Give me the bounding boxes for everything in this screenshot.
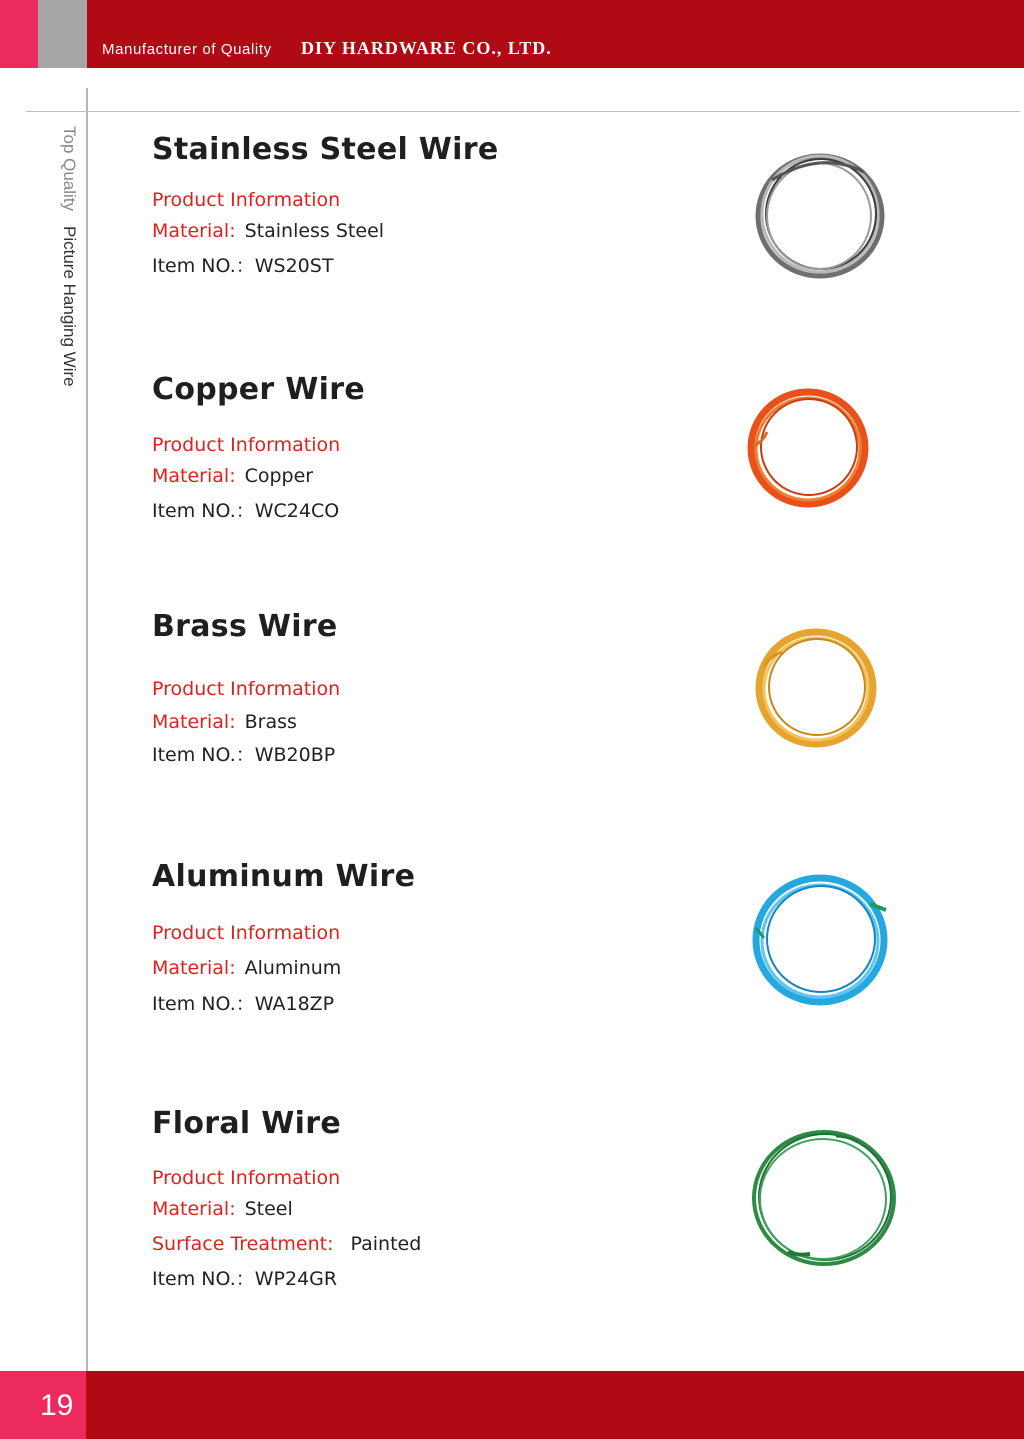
header-bar bbox=[0, 0, 1024, 68]
page-number: 19 bbox=[40, 1389, 74, 1422]
item-number-label: Item NO.： bbox=[152, 993, 255, 1015]
material-row bbox=[152, 1197, 293, 1221]
item-number-label: Item NO.： bbox=[152, 500, 255, 522]
item-number-row bbox=[152, 1267, 337, 1291]
surface-treatment-label: Surface Treatment: bbox=[152, 1233, 334, 1255]
item-number-label: Item NO.： bbox=[152, 255, 255, 277]
vertical-divider bbox=[86, 88, 88, 1371]
item-number-value: WC24CO bbox=[254, 500, 340, 522]
item-number-row bbox=[152, 992, 334, 1016]
product-stainless-steel-wire bbox=[152, 132, 712, 277]
surface-treatment-value: Painted bbox=[350, 1233, 422, 1255]
product-info-label: Product Information bbox=[152, 189, 341, 211]
horizontal-divider bbox=[26, 111, 1020, 112]
material-row bbox=[152, 219, 384, 243]
product-floral-wire bbox=[152, 1106, 712, 1290]
footer-bar bbox=[0, 1371, 1024, 1439]
material-label: Material: bbox=[152, 465, 236, 487]
product-title: Aluminum Wire bbox=[152, 859, 416, 894]
item-number-label: Item NO.： bbox=[152, 744, 255, 766]
copper-wire-coil-icon bbox=[745, 386, 871, 510]
material-row bbox=[152, 464, 313, 488]
product-title: Stainless Steel Wire bbox=[152, 132, 499, 167]
brass-wire-coil-icon bbox=[752, 626, 880, 750]
silver-wire-coil-icon bbox=[752, 146, 888, 282]
product-info-label: Product Information bbox=[152, 922, 341, 944]
material-label: Material: bbox=[152, 957, 236, 979]
side-caption-line1: Top Quality bbox=[60, 126, 79, 212]
material-label: Material: bbox=[152, 1198, 236, 1220]
header-accent-grey bbox=[38, 0, 87, 68]
product-copper-wire bbox=[152, 372, 712, 522]
material-value: Steel bbox=[244, 1198, 293, 1220]
header-tagline: Manufacturer of Quality bbox=[102, 41, 272, 58]
material-value: Aluminum bbox=[244, 957, 342, 979]
blue-aluminum-wire-coil-icon bbox=[748, 872, 892, 1008]
item-number-value: WS20ST bbox=[254, 255, 334, 277]
material-value: Brass bbox=[244, 711, 297, 733]
material-row bbox=[152, 710, 297, 734]
side-caption bbox=[59, 126, 79, 386]
material-value: Stainless Steel bbox=[244, 220, 385, 242]
item-number-label: Item NO.： bbox=[152, 1268, 255, 1290]
material-label: Material: bbox=[152, 711, 236, 733]
side-caption-line2: Picture Hanging Wire bbox=[60, 225, 79, 387]
green-floral-wire-coil-icon bbox=[748, 1126, 900, 1270]
product-brass-wire bbox=[152, 609, 712, 766]
product-title: Brass Wire bbox=[152, 609, 338, 644]
material-label: Material: bbox=[152, 220, 236, 242]
product-title: Copper Wire bbox=[152, 372, 365, 407]
item-number-value: WA18ZP bbox=[254, 993, 335, 1015]
product-info-label: Product Information bbox=[152, 434, 341, 456]
material-value: Copper bbox=[244, 465, 314, 487]
item-number-row bbox=[152, 499, 339, 523]
company-name: DIY HARDWARE CO., LTD. bbox=[301, 38, 552, 58]
product-info-label: Product Information bbox=[152, 678, 341, 700]
surface-treatment-row bbox=[152, 1232, 421, 1256]
item-number-row bbox=[152, 254, 333, 278]
item-number-value: WB20BP bbox=[254, 744, 336, 766]
product-aluminum-wire bbox=[152, 859, 712, 1015]
material-row bbox=[152, 956, 341, 980]
item-number-value: WP24GR bbox=[254, 1268, 338, 1290]
header-accent-pink bbox=[0, 0, 38, 68]
item-number-row bbox=[152, 743, 335, 767]
product-title: Floral Wire bbox=[152, 1106, 341, 1141]
product-info-label: Product Information bbox=[152, 1167, 341, 1189]
